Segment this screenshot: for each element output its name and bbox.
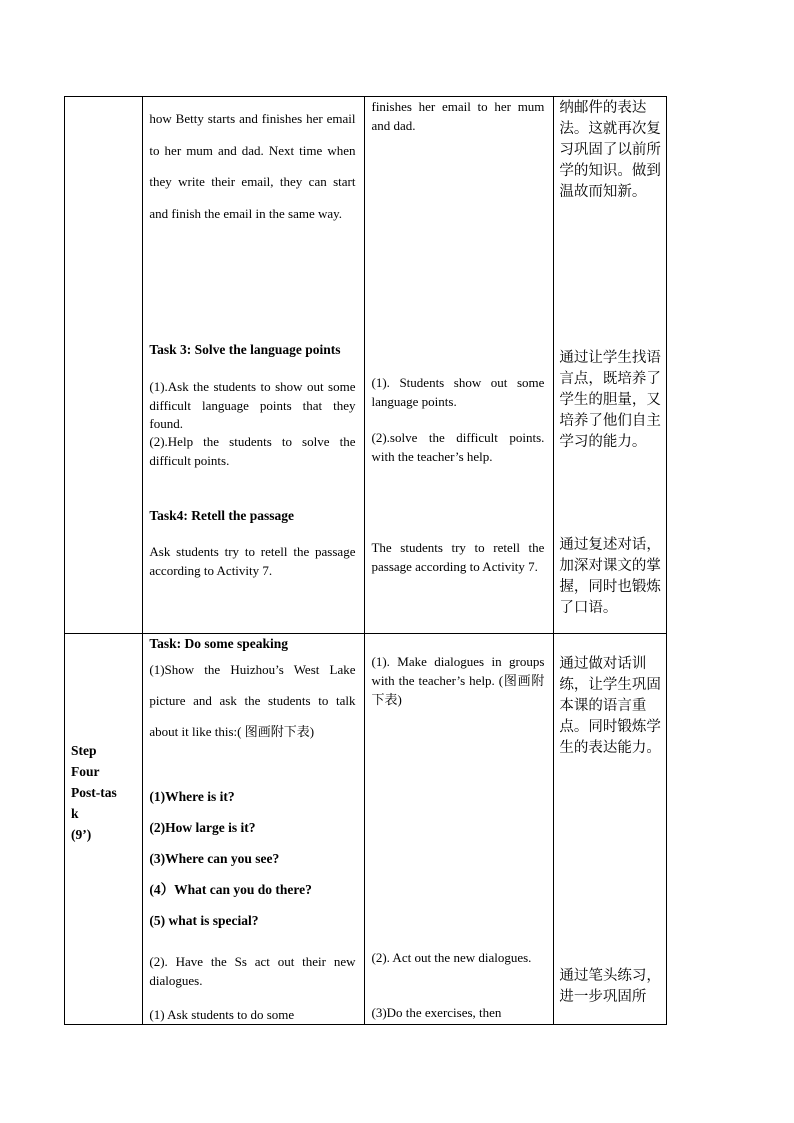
purpose-note-1: 纳邮件的表达法。这就再次复习巩固了以前所学的知识。做到温故而知新。	[559, 100, 661, 200]
step-label-line4: k	[71, 806, 79, 821]
solve-points-text: (2).solve the difficult points. with the teacher’s help.	[371, 430, 545, 464]
email-explanation-text: how Betty starts and finishes her email to her mum and dad. Next time when they write their email, they can start and finish the email in the same way.	[149, 111, 356, 221]
question-5: (5) what is special?	[149, 913, 259, 928]
purpose-cell	[554, 634, 667, 1025]
table-row	[65, 97, 667, 634]
act-out-text: (2). Act out the new dialogues.	[371, 950, 532, 965]
make-dialogues-text: (1). Make dialogues in groups with the teacher’s help. (图画附下表)	[371, 654, 545, 707]
teacher-activity-cell	[143, 97, 365, 634]
student-activity-cell	[365, 634, 554, 1025]
students-language-points: (1). Students show out some language points.	[371, 375, 545, 409]
question-1: (1)Where is it?	[149, 789, 235, 804]
purpose-note-2: 通过让学生找语言点，既培养了学生的胆量，又培养了他们自主学习的能力。	[559, 350, 661, 450]
step-cell-empty	[65, 97, 143, 634]
lesson-plan-table	[64, 96, 667, 1025]
west-lake-instruction: (1)Show the Huizhou’s West Lake picture and ask the students to talk about it like this:( 图画附下表)	[149, 662, 356, 740]
student-activity-cell	[365, 97, 554, 634]
task4-text: Ask students try to retell the passage according to Activity 7.	[149, 544, 356, 578]
task3-heading: Task 3: Solve the language points	[149, 342, 341, 357]
purpose-note-4: 通过做对话训练，让学生巩固本课的语言重点。同时锻炼学生的表达能力。	[559, 656, 661, 756]
table-row	[65, 634, 667, 1025]
step-label-line2: Four	[71, 764, 100, 779]
task3-item2: (2).Help the students to solve the difficult points.	[149, 434, 356, 468]
step-label-line3: Post-tas	[71, 785, 117, 800]
retell-text: The students try to retell the passage according to Activity 7.	[371, 540, 545, 574]
exercises-instruction: (1) Ask students to do some	[149, 1007, 295, 1022]
step-label-line1: Step	[71, 743, 97, 758]
purpose-note-5: 通过笔头练习，进一步巩固所	[559, 968, 661, 1005]
step-label-cell	[65, 634, 143, 1025]
task4-heading: Task4: Retell the passage	[149, 508, 295, 523]
task3-item1: (1).Ask the students to show out some difficult language points that they found.	[149, 379, 356, 431]
teacher-activity-cell	[143, 634, 365, 1025]
question-3: (3)Where can you see?	[149, 851, 280, 866]
do-exercises-text: (3)Do the exercises, then	[371, 1005, 502, 1020]
act-out-instruction: (2). Have the Ss act out their new dialogues.	[149, 954, 356, 988]
question-2: (2)How large is it?	[149, 820, 256, 835]
speaking-task-heading: Task: Do some speaking	[149, 636, 289, 651]
finishes-email-text: finishes her email to her mum and dad.	[371, 99, 545, 133]
question-4: (4）What can you do there?	[149, 882, 312, 897]
step-label-line5: (9’)	[71, 827, 92, 842]
purpose-note-3: 通过复述对话，加深对课文的掌握，同时也锻炼了口语。	[559, 537, 661, 616]
purpose-cell	[554, 97, 667, 634]
